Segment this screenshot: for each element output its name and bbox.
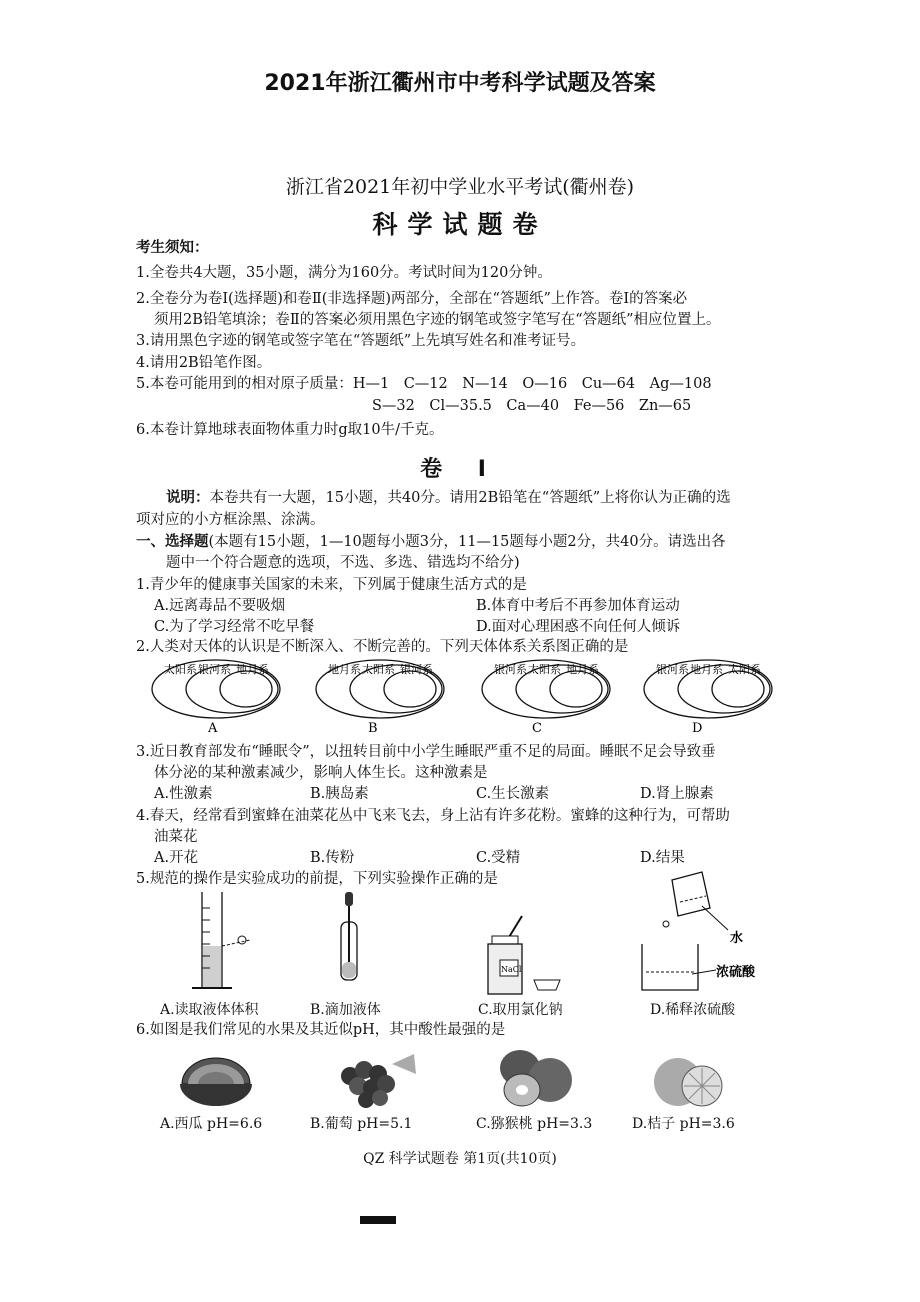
notice-line: 6.本卷计算地球表面物体重力时g取10牛/千克。 (136, 422, 444, 438)
q2d-inner: 太阳系 (728, 663, 761, 676)
q3-option-a: A.性激素 (154, 786, 213, 802)
q1-option-a: A.远离毒品不要吸烟 (154, 598, 286, 614)
q5-image-nacl-jar (484, 914, 564, 998)
exam-title: 浙江省2021年初中学业水平考试(衢州卷) (285, 176, 635, 198)
section-note-cont: 项对应的小方框涂黑、涂满。 (136, 512, 325, 528)
q2a-label: A (208, 721, 218, 736)
q4-stem: 4.春天，经常看到蜜蜂在油菜花丛中飞来飞去，身上沾有许多花粉。蜜蜂的这种行为，可帮助 (136, 808, 730, 824)
q2b-label: B (368, 721, 378, 736)
q3-stem-cont: 体分泌的某种激素减少，影响人体生长。这种激素是 (154, 765, 488, 781)
q1-stem: 1.青少年的健康事关国家的未来，下列属于健康生活方式的是 (136, 577, 527, 593)
q6-option-c: C.猕猴桃 pH=3.3 (476, 1116, 593, 1132)
q3-stem: 3.近日教育部发布“睡眠令”，以扭转目前中小学生睡眠严重不足的局面。睡眠不足会导致垂 (136, 744, 716, 760)
paper-title: 科学试题卷 (372, 210, 548, 239)
q2b-middle: 太阳系 (362, 663, 395, 676)
q5-image-dropper (330, 888, 370, 998)
q2b-inner: 银河系 (400, 663, 433, 676)
section-note-label: 说明： (166, 490, 210, 506)
q2d-middle: 地月系 (690, 663, 723, 676)
q2c-middle: 太阳系 (528, 663, 561, 676)
q5-option-a: A.读取液体体积 (160, 1002, 259, 1018)
q2-diagram-d (642, 656, 780, 736)
section-title: 卷 Ⅰ (420, 457, 500, 482)
q5-option-c: C.取用氯化钠 (478, 1002, 563, 1018)
notice-line: 2.全卷分为卷Ⅰ(选择题)和卷Ⅱ(非选择题)两部分，全部在“答题纸”上作答。卷Ⅰ的答案必 (136, 291, 688, 307)
q2b-outer: 地月系 (328, 663, 361, 676)
q2-diagram-c (480, 656, 618, 736)
notice-line: 须用2B铅笔填涂；卷Ⅱ的答案必须用黑色字迹的钢笔或签字笔写在“答题纸”相应位置上。 (154, 312, 721, 328)
q6-option-d: D.桔子 pH=3.6 (632, 1116, 735, 1132)
q5-image-dilution (632, 872, 772, 998)
notice-line: S—32 Cl—35.5 Ca—40 Fe—56 Zn—65 (372, 398, 692, 414)
page-marker (360, 1216, 396, 1224)
notice-line: 5.本卷可能用到的相对原子质量：H—1 C—12 N—14 O—16 Cu—64 Ag—108 (136, 376, 712, 392)
q2c-inner: 地月系 (566, 663, 599, 676)
q2-diagram-a (150, 656, 288, 736)
q6-image-kiwi (492, 1044, 576, 1110)
q2c-label: C (532, 721, 542, 736)
q5-image-graduated-cylinder (180, 888, 260, 998)
part-label: 一、选择题 (136, 534, 209, 550)
q2a-outer: 太阳系 (164, 663, 197, 676)
q5-acid-label: 浓硫酸 (716, 965, 756, 980)
q3-option-b: B.胰岛素 (310, 786, 369, 802)
q6-image-grapes (330, 1044, 420, 1110)
q4-stem-cont: 油菜花 (154, 829, 198, 845)
page-footer: QZ 科学试题卷 第1页(共10页) (363, 1151, 557, 1167)
q5-option-b: B.滴加液体 (310, 1002, 381, 1018)
q4-option-c: C.受精 (476, 850, 521, 866)
notice-line: 1.全卷共4大题，35小题，满分为160分。考试时间为120分钟。 (136, 265, 552, 281)
q2d-label: D (692, 721, 703, 736)
q3-option-d: D.肾上腺素 (640, 786, 714, 802)
q2-stem: 2.人类对天体的认识是不断深入、不断完善的。下列天体体系关系图正确的是 (136, 639, 629, 655)
notice-line: 4.请用2B铅笔作图。 (136, 355, 272, 371)
q6-image-watermelon (176, 1048, 256, 1110)
section-note (166, 488, 731, 508)
q1-option-d: D.面对心理困惑不向任何人倾诉 (476, 619, 681, 635)
q2a-inner: 地月系 (236, 663, 269, 676)
section-note-text: 本卷共有一大题，15小题，共40分。请用2B铅笔在“答题纸”上将你认为正确的选 (209, 490, 731, 506)
part-instruction: (本题有15小题，1—10题每小题3分，11—15题每小题2分，共40分。请选出各 (208, 534, 726, 550)
q6-image-orange (648, 1048, 728, 1110)
q5-nacl-label: NaCl (501, 965, 522, 974)
document-title: 2021年浙江衢州市中考科学试题及答案 (264, 71, 656, 96)
q6-stem: 6.如图是我们常见的水果及其近似pH，其中酸性最强的是 (136, 1022, 506, 1038)
q4-option-d: D.结果 (640, 850, 685, 866)
q1-option-c: C.为了学习经常不吃早餐 (154, 619, 315, 635)
q1-option-b: B.体育中考后不再参加体育运动 (476, 598, 680, 614)
q4-option-b: B.传粉 (310, 850, 355, 866)
q5-stem: 5.规范的操作是实验成功的前提，下列实验操作正确的是 (136, 871, 498, 887)
q2d-outer: 银河系 (656, 663, 689, 676)
q5-option-d: D.稀释浓硫酸 (650, 1002, 736, 1018)
q2-diagram-b (314, 656, 452, 736)
part-heading (136, 532, 726, 552)
q2a-middle: 银河系 (198, 663, 231, 676)
q2c-outer: 银河系 (494, 663, 527, 676)
q5-water-label: 水 (730, 931, 744, 946)
notice-heading: 考生须知： (136, 240, 209, 256)
notice-line: 3.请用黑色字迹的钢笔或签字笔在“答题纸”上先填写姓名和准考证号。 (136, 333, 586, 349)
part-instruction-cont: 题中一个符合题意的选项，不选、多选、错选均不给分) (166, 555, 520, 571)
q3-option-c: C.生长激素 (476, 786, 550, 802)
q6-option-b: B.葡萄 pH=5.1 (310, 1116, 413, 1132)
q6-option-a: A.西瓜 pH=6.6 (160, 1116, 263, 1132)
q4-option-a: A.开花 (154, 850, 199, 866)
